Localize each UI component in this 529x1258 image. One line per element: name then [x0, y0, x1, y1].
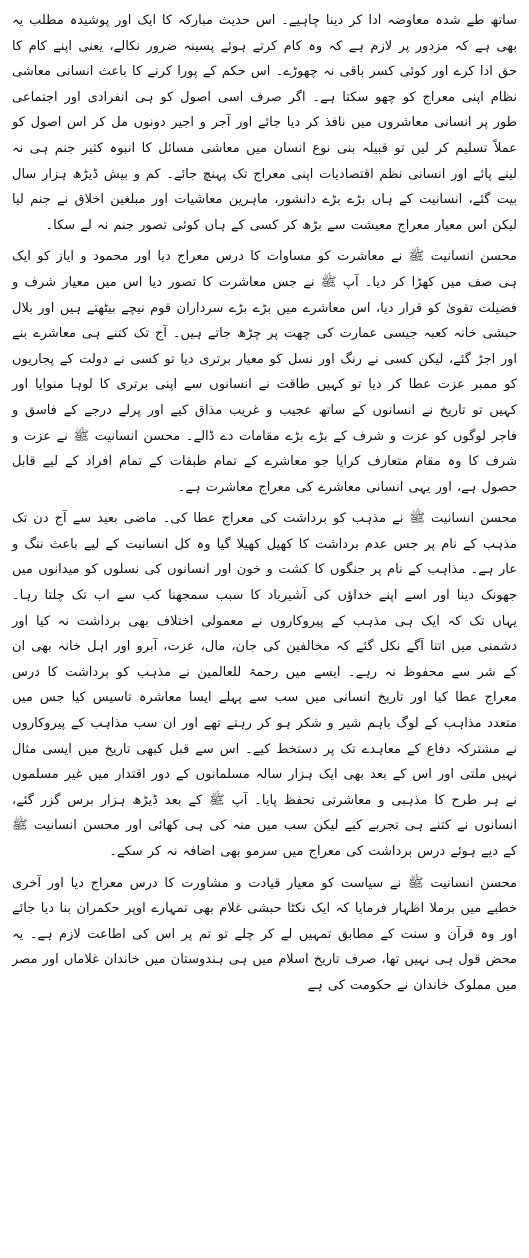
paragraph-political-leadership: محسن انسانیت ﷺ نے سیاست کو معیار قیادت و مشاورت کا درس معراج دیا اور آخری خطبے میں برملا اظہار فرمایا کہ ایک نکٹا حبشی غلام بھی تمہارے اوپر حکمران بنا دیا جائے اور وہ قرآن و سنت کے مطابق تمہیں لے کر چلے تو تم پر اس کی اطاعت لازم ہے۔ یہ محض قول ہی نہیں تھا، صرف تاریخ اسلام میں ہی ہندوستان میں خاندان غلاماں اور مصر میں مملوک خاندان نے حکومت کی ہے — [12, 875, 517, 993]
paragraph-social-equality: محسن انسانیت ﷺ نے معاشرت کو مساوات کا درس معراج دیا اور محمود و ایاز کو ایک ہی صف میں کھڑا کر دیا۔ آپ ﷺ نے جس معاشرت کا تصور دیا اس میں معیار شرف و فضیلت تقویٰ کو قرار دیا، اس معاشرے میں بڑے بڑے سرداران قوم نیچے بیٹھتے ہیں اور بلال حبشی خانہ کعبہ جیسی عمارت کی چھت پر چڑھ جاتے ہیں۔ آج تک کتنے ہی معاشرے بنے اور اجڑ گئے، لیکن کسی نے رنگ اور نسل کو معیار برتری دیا تو کسی نے دولت کے پجاریوں کو ممبر عزت عطا کر دیا تو کہیں طاقت نے انسانوں سے اپنی برتری کا لوہا منوایا اور کہیں تو تاریخ نے انسانوں کے ساتھ عجیب و غریب مذاق کیے اور پرلے درجے کے فاسق و فاجر لوگوں کو عزت و شرف کے بڑے بڑے مقامات دے ڈالے۔ محسن انسانیت ﷺ نے عزت و شرف کا وہ مقام متعارف کرایا جو معاشرے کے تمام طبقات کے تمام افراد کے لیے قابل حصول ہے، اور یہی انسانی معاشرے کی معراج معاشرت ہے۔ — [12, 249, 517, 495]
paragraph-labor-wages: ساتھ طے شدہ معاوضہ ادا کر دینا چاہیے۔ اس حدیث مبارکہ کا ایک اور پوشیدہ مطلب یہ بھی ہے کہ مزدور پر لازم ہے کہ وہ کام کرتے ہوئے پسینہ ضرور نکالے، یعنی اپنے کام کا حق ادا کرے اور کوئی کسر باقی نہ چھوڑے۔ اس حکم کے پورا کرنے کا باعث انسانی معاشی نظام اپنی معراج کو چھو سکتا ہے۔ اگر صرف اسی اصول کو ہی انفرادی اور اجتماعی طور پر انسانی معاشروں میں نافذ کر دیا جائے اور آجر و اجیر دونوں مل کر اس اصول کو عملاً تسلیم کر لیں تو قبیلہ بنی نوع انسان میں معاشی مسائل کا انبوہ کثیر جنم ہی نہ لینے پائے اور انسانی نظم اقتصادیات اپنی معراج تک پہنچ جائے۔ کم و بیش ڈیڑھ ہزار سال بیت گئے، انسانیت کے ہاں بڑے بڑے دانشور، ماہرین معاشیات اور مبلغین اخلاق نے جنم لیا لیکن اس معیار معراج معیشت سے بڑھ کر کسی کے ہاں کوئی تصور جنم نہ لے سکا۔ — [12, 13, 517, 233]
paragraph-religious-tolerance: محسن انسانیت ﷺ نے مذہب کو برداشت کی معراج عطا کی۔ ماضی بعید سے آج دن تک مذہب کے نام پر جس عدم برداشت کا کھیل کھیلا گیا وہ کل انسانیت کے لیے باعث ننگ و عار ہے۔ مذاہب کے نام پر جنگوں کا کشت و خون اور انسانوں کی نسلوں کو میدانوں میں جھونک دینا اور اسے اپنے خداؤں کی آشیرباد کا سبب سمجھنا کب سے اب تک چلتا رہا۔ یہاں تک کہ ایک ہی مذہب کے پیروکاروں نے معمولی اختلاف بھی برداشت نہ کیا اور دشمنی میں اتنا آگے نکل گئے کہ مخالفین کی جان، مال، عزت، آبرو اور اہل خانہ بھی ان کے شر سے محفوظ نہ رہے۔ ایسے میں رحمۃ للعالمین نے مذہب کو برداشت کا درس معراج عطا کیا اور تاریخ انسانی میں سب سے پہلے ایسا معاشرہ تاسیس کیا جس میں متعدد مذاہب کے لوگ باہم شیر و شکر ہو کر رہتے تھے اور ان سب مذاہب کے پیروکاروں نے مشترکہ دفاع کے معاہدے تک پر دستخط کیے۔ اس سے قبل کبھی تاریخ میں ایسی مثال نہیں ملتی اور اس کے بعد بھی ایک ہزار سالہ مسلمانوں کے دور اقتدار میں غیر مسلموں نے ہر طرح کا مذہبی و معاشرتی تحفظ پایا۔ آپ ﷺ کے بعد ڈیڑھ ہزار برس گزر گئے، انسانوں نے کتنے ہی تجربے کیے لیکن سب میں منہ کی ہی کھائی اور محسن انسانیت ﷺ کے دیے ہوئے درس برداشت کی معراج میں سرمو بھی اضافہ نہ کر سکے۔ — [12, 511, 517, 859]
